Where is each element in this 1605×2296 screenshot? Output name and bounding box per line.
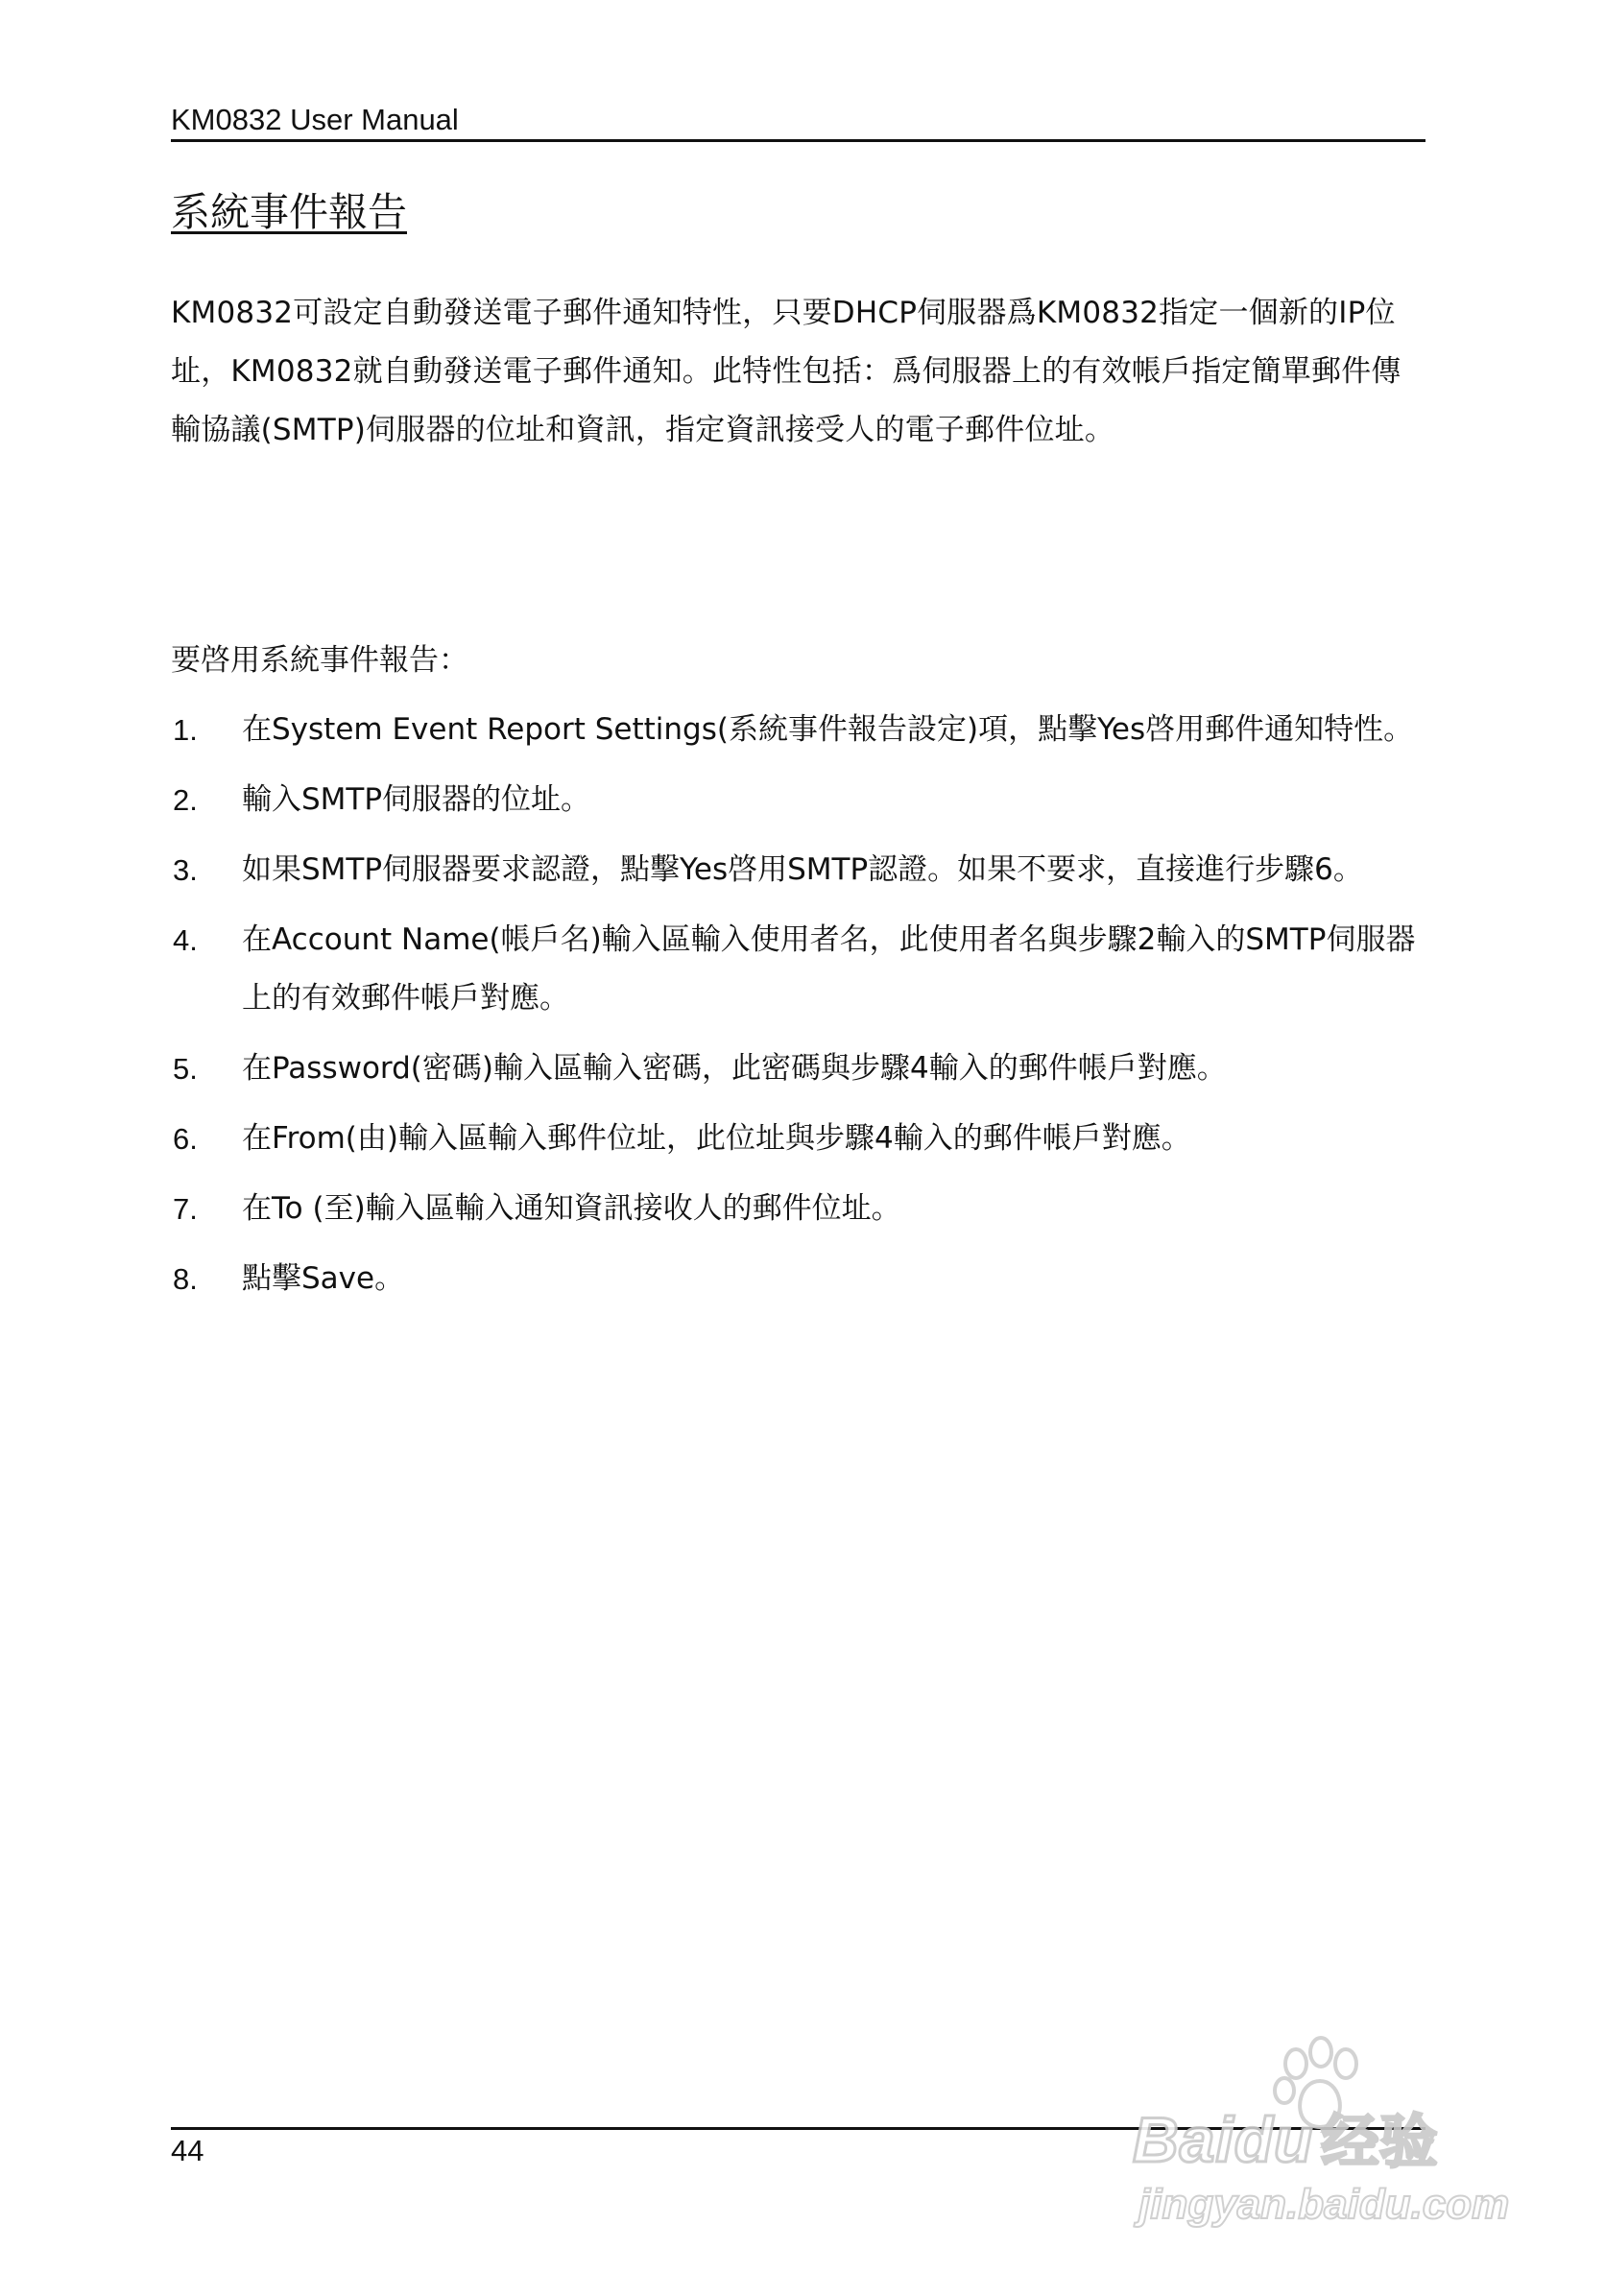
step-number: 8. xyxy=(173,1262,198,1296)
watermark-logo: Baidu 经验 xyxy=(1133,2104,1439,2175)
step-text: 在Account Name(帳戶名)輸入區輸入使用者名，此使用者名與步驟2輸入的SMTP伺服器上的有效郵件帳戶對應。 xyxy=(242,922,1416,1016)
section-title: 系統事件報告 xyxy=(171,189,407,235)
step-text: 在System Event Report Settings(系統事件報告設定)項，點擊Yes啓用郵件通知特性。 xyxy=(242,712,1414,747)
page-number: 44 xyxy=(171,2134,204,2167)
step-number: 7. xyxy=(173,1192,198,1226)
step-text: 如果SMTP伺服器要求認證，點擊Yes啓用SMTP認證。如果不要求，直接進行步驟6。 xyxy=(242,852,1363,887)
step-number: 1. xyxy=(173,713,198,747)
step-number: 3. xyxy=(173,853,198,887)
step-text: 在To (至)輸入區輸入通知資訊接收人的郵件位址。 xyxy=(242,1191,901,1226)
step-number: 5. xyxy=(173,1052,198,1086)
step-item xyxy=(171,1250,1430,1308)
steps-intro: 要啓用系統事件報告： xyxy=(171,643,468,678)
running-header-title: KM0832 User Manual xyxy=(171,103,459,136)
step-number: 4. xyxy=(173,923,198,957)
step-text: 在From(由)輸入區輸入郵件位址，此位址與步驟4輸入的郵件帳戶對應。 xyxy=(242,1121,1191,1156)
step-text: 輸入SMTP伺服器的位址。 xyxy=(242,782,591,817)
step-item xyxy=(171,701,1430,759)
header-rule xyxy=(171,139,1425,142)
step-number: 2. xyxy=(173,783,198,817)
step-item xyxy=(171,841,1430,899)
step-number: 6. xyxy=(173,1122,198,1156)
step-item xyxy=(171,911,1430,1028)
step-text: 點擊Save。 xyxy=(242,1261,405,1296)
steps-list xyxy=(171,701,1430,1320)
step-item xyxy=(171,1110,1430,1168)
intro-paragraph: KM0832可設定自動發送電子郵件通知特性，只要DHCP伺服器爲KM0832指定一個新的IP位址，KM0832就自動發送電子郵件通知。此特性包括：爲伺服器上的有效帳戶指定簡單郵件傳輸協議(SMTP)伺服器的位址和資訊，指定資訊接受人的電子郵件位址。 xyxy=(171,296,1401,447)
step-item xyxy=(171,1040,1430,1098)
baidu-watermark xyxy=(1133,2035,1517,2227)
watermark-url: jingyan.baidu.com xyxy=(1138,2181,1510,2228)
step-item xyxy=(171,771,1430,829)
step-item xyxy=(171,1180,1430,1238)
step-text: 在Password(密碼)輸入區輸入密碼，此密碼與步驟4輸入的郵件帳戶對應。 xyxy=(242,1051,1227,1086)
